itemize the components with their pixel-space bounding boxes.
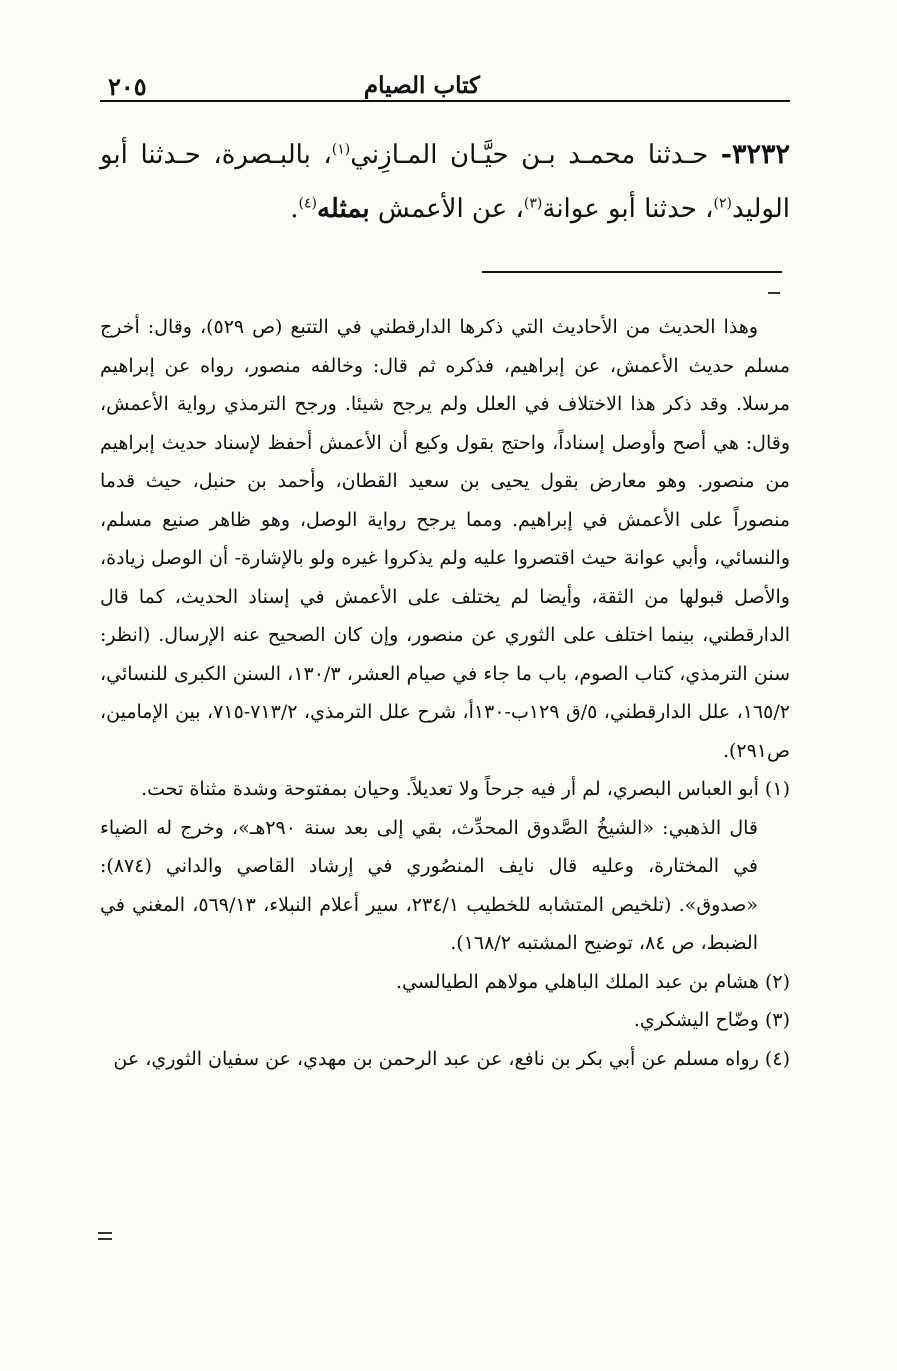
continued-mark (98, 1232, 112, 1240)
footnote-ref: (٤) (298, 195, 317, 212)
continuation-mark (768, 292, 780, 294)
hadith-text-part: حـدثنا محمـد بـن حيَّـان المـازِني (350, 140, 721, 170)
footnote-2: (٢) هشام بن عبد الملك الباهلي مولاهم الطيالسي. (395, 970, 790, 993)
page-number: ٢٠٥ (108, 72, 147, 101)
hadith-text-part: . (290, 194, 299, 224)
hadith-text-part: ، بالبـصرة، حـدثنا أبو الوليد (100, 140, 790, 224)
page-header (100, 70, 790, 102)
hadith-number: ٣٢٣٢- (720, 139, 790, 170)
footnotes (100, 308, 790, 1078)
footnote-3: (٣) وضّاح اليشكري. (633, 1009, 790, 1031)
hadith-text-part: ، حدثنا أبو عوانة (542, 194, 714, 224)
footnote-ref: (١) (331, 141, 351, 158)
footnote-1: (١) أبو العباس البصري، لم أر فيه جرحاً ولا تعديلاً. وحيان بمفتوحة وشدة مثناة تحت. (141, 778, 790, 800)
footnote-continuation: وهذا الحديث من الأحاديث التي ذكرها الدارقطني في التتبع (ص ٥٢٩)، وقال: أخرج مسلم حديث الأعمش، عن إبراهيم، فذكره ثم قال: وخالفه منصور، رواه عن إبراهيم مرسلا. وقد ذكر هذا الاختلاف في العلل ولم يرجح شيئا. ورجح الترمذي رواية الأعمش، وقال: هي أصح وأوصل إسناداً، واحتج بقول وكيع أن الأعمش أحفظ لإسناد حديث إبراهيم من منصور. وهو معارض بقول يحيى بن سعيد القطان، وأحمد بن حنبل، حيث قدما منصوراً على الأعمش في إبراهيم. ومما يرجح رواية الوصل، وهو ظاهر صنيع مسلم، والنسائي، وأبي عوانة حيث اقتصروا عليه ولم يذكروا غيره ولو بالإشارة- أن الوصل زيادة، والأصل قبولها من الثقة، وأيضا لم يختلف على الأعمش في إسناد الحديث، كما قال الدارقطني، بينما اختلف على الثوري عن منصور، وإن كان الصحيح عنه الإرسال. (انظر: سنن الترمذي، كتاب الصوم، باب ما جاء في صيام العشر، ١٣٠/٣، السنن الكبرى للنسائي، ١٦٥/٢، علل الدارقطني، ٥/ق ١٢٩ب-١٣٠أ، شرح علل الترمذي، ٧١٣/٢-٧١٥، بين الإمامين، ص٢٩١). (100, 316, 790, 762)
footnote-separator (482, 271, 782, 273)
hadith-bold-word: بمثله (316, 194, 370, 224)
book-title: كتاب الصيام (363, 72, 480, 99)
hadith-text (100, 128, 790, 236)
footnote-ref: (٣) (523, 195, 543, 212)
footnote-ref: (٢) (713, 195, 732, 212)
footnote-4: (٤) رواه مسلم عن أبي بكر بن نافع، عن عبد الرحمن بن مهدي، عن سفيان الثوري، عن (113, 1047, 790, 1070)
hadith-text-part: ، عن الأعمش (369, 194, 524, 224)
footnote-1-continuation: قال الذهبي: «الشيخُ الصَّدوق المحدِّث، بقي إلى بعد سنة ٢٩٠هـ»، وخرج له الضياء في المختارة، وعليه قال نايف المنصُوري في إرشاد القاصي والداني (٨٧٤): «صدوق». (تلخيص المتشابه للخطيب ٢٣٤/١، سير أعلام النبلاء، ٥٦٩/١٣، المغني في الضبط، ص ٨٤، توضيح المشتبه ١٦٨/٢). (100, 816, 759, 954)
